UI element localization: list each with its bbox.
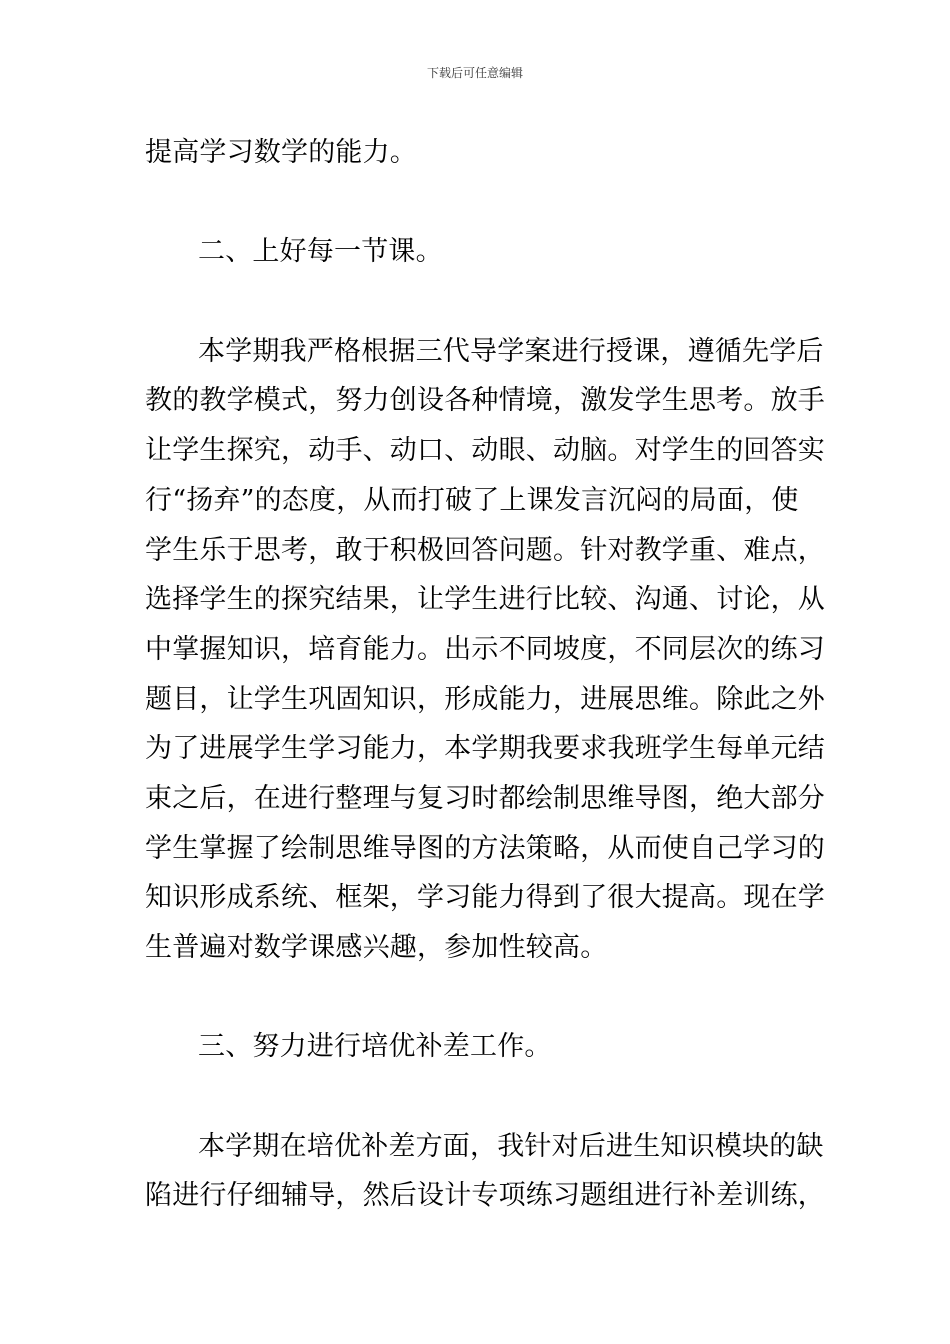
document-body	[145, 128, 825, 1221]
paragraph-line: 提高学习数学的能力。	[145, 137, 417, 168]
paragraph-line: 陷进行仔细辅导，然后设计专项练习题组进行补差训练，	[145, 1180, 825, 1212]
paragraph-line: 教的教学模式，努力创设各种情境，激发学生思考。放手	[145, 385, 825, 417]
section-heading-3: 三、努力进行培优补差工作。	[198, 1031, 552, 1063]
paragraph-gap	[145, 1072, 805, 1122]
section-heading-2: 二、上好每一节课。	[198, 236, 443, 268]
paragraph-line: 本学期在培优补差方面，我针对后进生知识模块的缺	[198, 1130, 824, 1162]
page-header: 下载后可任意编辑	[426, 66, 523, 80]
paragraph-line: 本学期我严格根据三代导学案进行授课，遵循先学后	[198, 335, 824, 367]
paragraph-gap	[145, 973, 805, 1023]
paragraph-line: 学生乐于思考，敢于积极回答问题。针对教学重、难点，	[145, 534, 825, 566]
paragraph-gap	[145, 277, 805, 327]
paragraph-line: 知识形成系统、框架，学习能力得到了很大提高。现在学	[145, 882, 825, 914]
paragraph-line: 学生掌握了绘制思维导图的方法策略，从而使自己学习的	[145, 832, 825, 864]
paragraph-line: 题目，让学生巩固知识，形成能力，进展思维。除此之外	[145, 683, 825, 715]
paragraph-line: 行“扬弃”的态度，从而打破了上课发言沉闷的局面，使	[145, 484, 799, 516]
paragraph-line: 生普遍对数学课感兴趣，参加性较高。	[145, 932, 608, 963]
paragraph-line: 选择学生的探究结果，让学生进行比较、沟通、讨论，从	[145, 584, 825, 616]
paragraph-gap	[145, 178, 805, 228]
paragraph-line: 束之后，在进行整理与复习时都绘制思维导图，绝大部分	[145, 782, 825, 814]
paragraph-line: 为了进展学生学习能力，本学期我要求我班学生每单元结	[145, 733, 825, 765]
paragraph-line: 中掌握知识，培育能力。出示不同坡度，不同层次的练习	[145, 633, 825, 665]
paragraph-line: 让学生探究，动手、动口、动眼、动脑。对学生的回答实	[145, 435, 825, 467]
